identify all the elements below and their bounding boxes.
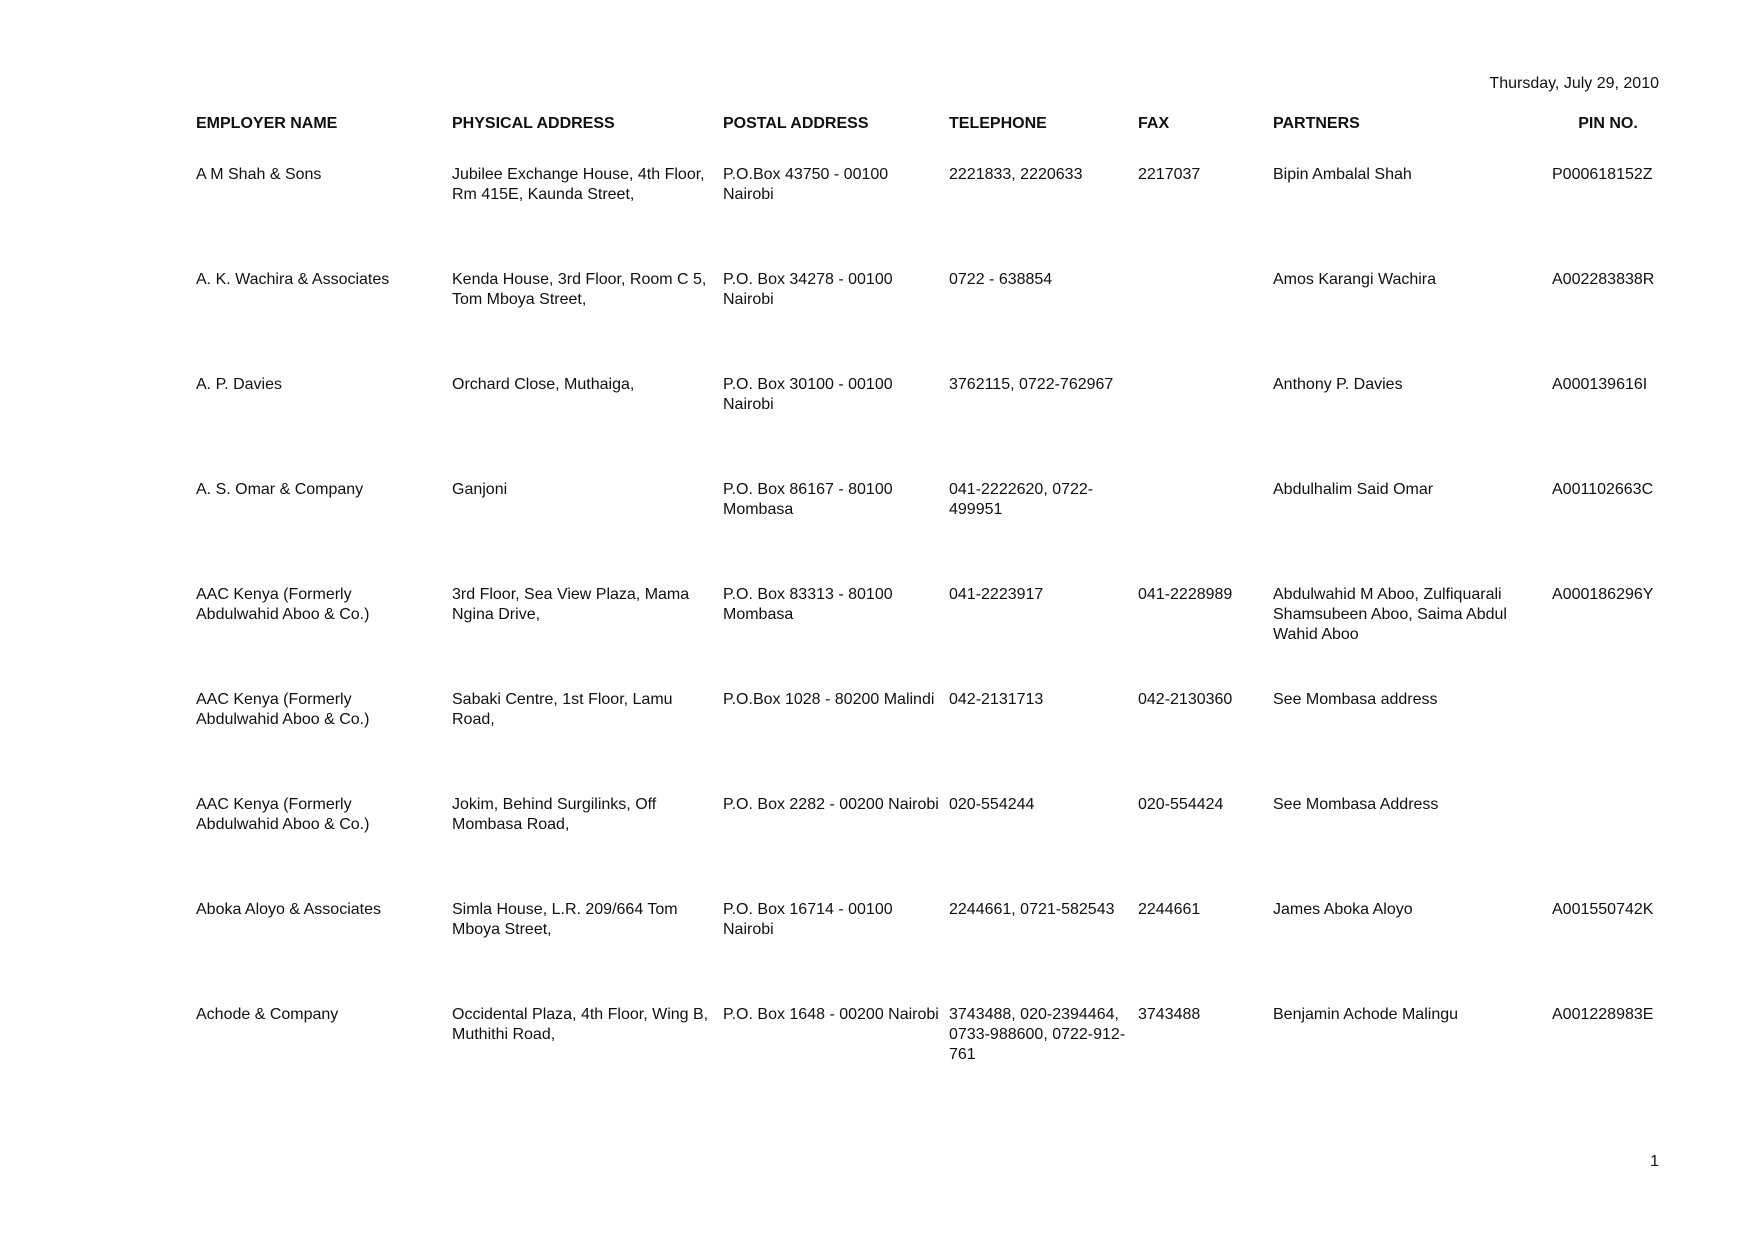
physical-address: Simla House, L.R. 209/664 Tom Mboya Street, — [452, 901, 678, 938]
fax: 041-2228989 — [1138, 586, 1233, 603]
postal-address: P.O.Box 1028 - 80200 Malindi — [723, 691, 935, 708]
header-fax: FAX — [1138, 115, 1170, 132]
postal-address: P.O. Box 83313 - 80100 Mombasa — [723, 586, 893, 623]
employer-name: AAC Kenya (Formerly Abdulwahid Aboo & Co.) — [196, 691, 370, 728]
header-telephone: TELEPHONE — [949, 115, 1047, 132]
employer-name: Aboka Aloyo & Associates — [196, 901, 381, 918]
physical-address: Jokim, Behind Surgilinks, Off Mombasa Road, — [452, 796, 657, 833]
telephone: 020-554244 — [949, 796, 1035, 813]
employer-name: AAC Kenya (Formerly Abdulwahid Aboo & Co.) — [196, 796, 370, 833]
pin-no: A001102663C — [1552, 481, 1654, 498]
employer-name: A. P. Davies — [196, 376, 282, 393]
postal-address: P.O. Box 34278 - 00100 Nairobi — [723, 271, 893, 308]
partners: Amos Karangi Wachira — [1273, 271, 1437, 288]
telephone: 3762115, 0722-762967 — [949, 376, 1114, 393]
partners: Abdulwahid M Aboo, Zulfiquarali Shamsubeen Aboo, Saima Abdul Wahid Aboo — [1273, 586, 1507, 643]
physical-address: Orchard Close, Muthaiga, — [452, 376, 635, 393]
fax: 020-554424 — [1138, 796, 1224, 813]
partners: See Mombasa address — [1273, 691, 1438, 708]
header-postal-address: POSTAL ADDRESS — [723, 115, 869, 132]
partners: Benjamin Achode Malingu — [1273, 1006, 1459, 1023]
telephone: 041-2222620, 0722-499951 — [949, 481, 1094, 518]
postal-address: P.O.Box 43750 - 00100 Nairobi — [723, 166, 889, 203]
physical-address: Occidental Plaza, 4th Floor, Wing B, Muthithi Road, — [452, 1006, 709, 1043]
partners: See Mombasa Address — [1273, 796, 1439, 813]
employer-name: AAC Kenya (Formerly Abdulwahid Aboo & Co.) — [196, 586, 370, 623]
page-number: 1 — [1650, 1153, 1659, 1170]
employer-name: Achode & Company — [196, 1006, 339, 1023]
telephone: 0722 - 638854 — [949, 271, 1053, 288]
telephone: 3743488, 020-2394464, 0733-988600, 0722-912-761 — [949, 1006, 1126, 1063]
postal-address: P.O. Box 2282 - 00200 Nairobi — [723, 796, 939, 813]
partners: Bipin Ambalal Shah — [1273, 166, 1412, 183]
fax: 042-2130360 — [1138, 691, 1233, 708]
employer-name: A. S. Omar & Company — [196, 481, 364, 498]
physical-address: Kenda House, 3rd Floor, Room C 5, Tom Mboya Street, — [452, 271, 707, 308]
fax: 2244661 — [1138, 901, 1201, 918]
pin-no: A001550742K — [1552, 901, 1654, 918]
partners: Anthony P. Davies — [1273, 376, 1403, 393]
header-pin-no: PIN NO. — [1578, 115, 1638, 132]
physical-address: Ganjoni — [452, 481, 508, 498]
partners: Abdulhalim Said Omar — [1273, 481, 1434, 498]
pin-no: A001228983E — [1552, 1006, 1654, 1023]
header-partners: PARTNERS — [1273, 115, 1360, 132]
employer-name: A. K. Wachira & Associates — [196, 271, 390, 288]
header-employer-name: EMPLOYER NAME — [196, 115, 338, 132]
report-date: Thursday, July 29, 2010 — [1489, 75, 1659, 92]
pin-no: A000139616I — [1552, 376, 1648, 393]
pin-no: A002283838R — [1552, 271, 1655, 288]
postal-address: P.O. Box 86167 - 80100 Mombasa — [723, 481, 893, 518]
physical-address: 3rd Floor, Sea View Plaza, Mama Ngina Drive, — [452, 586, 690, 623]
telephone: 042-2131713 — [949, 691, 1044, 708]
pin-no: A000186296Y — [1552, 586, 1654, 603]
fax: 3743488 — [1138, 1006, 1201, 1023]
physical-address: Sabaki Centre, 1st Floor, Lamu Road, — [452, 691, 673, 728]
pin-no: P000618152Z — [1552, 166, 1653, 183]
postal-address: P.O. Box 30100 - 00100 Nairobi — [723, 376, 893, 413]
postal-address: P.O. Box 16714 - 00100 Nairobi — [723, 901, 893, 938]
partners: James Aboka Aloyo — [1273, 901, 1413, 918]
employer-name: A M Shah & Sons — [196, 166, 322, 183]
telephone: 2221833, 2220633 — [949, 166, 1083, 183]
header-physical-address: PHYSICAL ADDRESS — [452, 115, 615, 132]
postal-address: P.O. Box 1648 - 00200 Nairobi — [723, 1006, 939, 1023]
fax: 2217037 — [1138, 166, 1201, 183]
telephone: 2244661, 0721-582543 — [949, 901, 1115, 918]
physical-address: Jubilee Exchange House, 4th Floor, Rm 415E, Kaunda Street, — [452, 166, 705, 203]
telephone: 041-2223917 — [949, 586, 1044, 603]
